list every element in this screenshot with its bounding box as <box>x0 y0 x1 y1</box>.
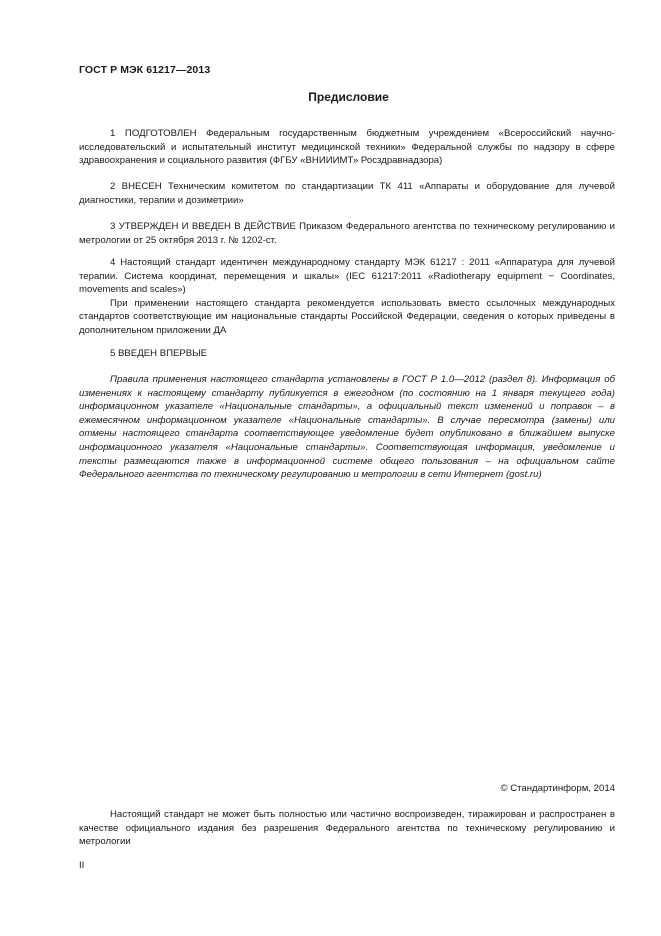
preface-item-2 <box>79 180 615 207</box>
standard-header: ГОСТ Р МЭК 61217—2013 <box>79 64 211 76</box>
page-number: II <box>79 860 85 871</box>
reproduction-notice-text: Настоящий стандарт не может быть полностью или частично воспроизведен, тиражирован и распространен в качестве официального издания без разрешения Федерального агентства по техническому регулированию и метрологии <box>79 809 615 848</box>
preface-item-1-text: 1 ПОДГОТОВЛЕН Федеральным государственным бюджетным учреждением «Всероссийский научно-исследовательский и испытательный институт медицинской техники» Федеральной службы по надзору в сфере здравоохранения и социального развития (ФГБУ «ВНИИИМТ» Росздравнадзора) <box>79 128 615 167</box>
copyright: © Стандартинформ, 2014 <box>500 783 615 794</box>
rules-notice-text: Правила применения настоящего стандарта установлены в ГОСТ Р 1.0—2012 (раздел 8). Информация об изменениях к настоящему стандарту публикуется в ежегодном (по состоянию на 1 января текущего года) информационном указателе «Национальные стандарты», а официальный текст изменений и поправок – в ежемесячном информационном указателе «Национальные стандарты». В случае пересмотра (замены) или отмены настоящего стандарта соответствующее уведомление будет опубликовано в ближайшем выпуске информационного указателя «Национальные стандарты». Соответствующая информация, уведомление и тексты размещаются также в информационной системе общего пользования – на официальном сайте Федерального агентства по техническому регулированию и метрологии в сети Интернет (gost.ru) <box>79 374 615 481</box>
page-title: Предисловие <box>308 90 389 104</box>
preface-item-4-text: 4 Настоящий стандарт идентичен международному стандарту МЭК 61217 : 2011 «Аппаратура для лучевой терапии. Система координат, перемещения и шкалы» (IEC 61217:2011 «Radiotherapy equipment − Coordinates, movements and scales») <box>79 257 615 296</box>
preface-item-4 <box>79 256 615 338</box>
preface-item-3-text: 3 УТВЕРЖДЕН И ВВЕДЕН В ДЕЙСТВИЕ Приказом Федерального агентства по техническому регулированию и метрологии от 25 октября 2013 г. № 1202-ст. <box>79 221 615 246</box>
rules-notice <box>79 373 615 482</box>
reproduction-notice <box>79 808 615 849</box>
preface-item-3 <box>79 220 615 247</box>
preface-item-2-text: 2 ВНЕСЕН Техническим комитетом по стандартизации ТК 411 «Аппараты и оборудование для лучевой диагностики, терапии и дозиметрии» <box>79 181 615 206</box>
preface-item-1 <box>79 127 615 168</box>
preface-item-5-text: 5 ВВЕДЕН ВПЕРВЫЕ <box>110 348 208 359</box>
preface-item-4-note: При применении настоящего стандарта рекомендуется использовать вместо ссылочных международных стандартов соответствующие им национальные стандарты Российской Федерации, сведения о которых приведены в дополнительном приложении ДА <box>79 297 615 336</box>
preface-item-5 <box>79 347 615 361</box>
